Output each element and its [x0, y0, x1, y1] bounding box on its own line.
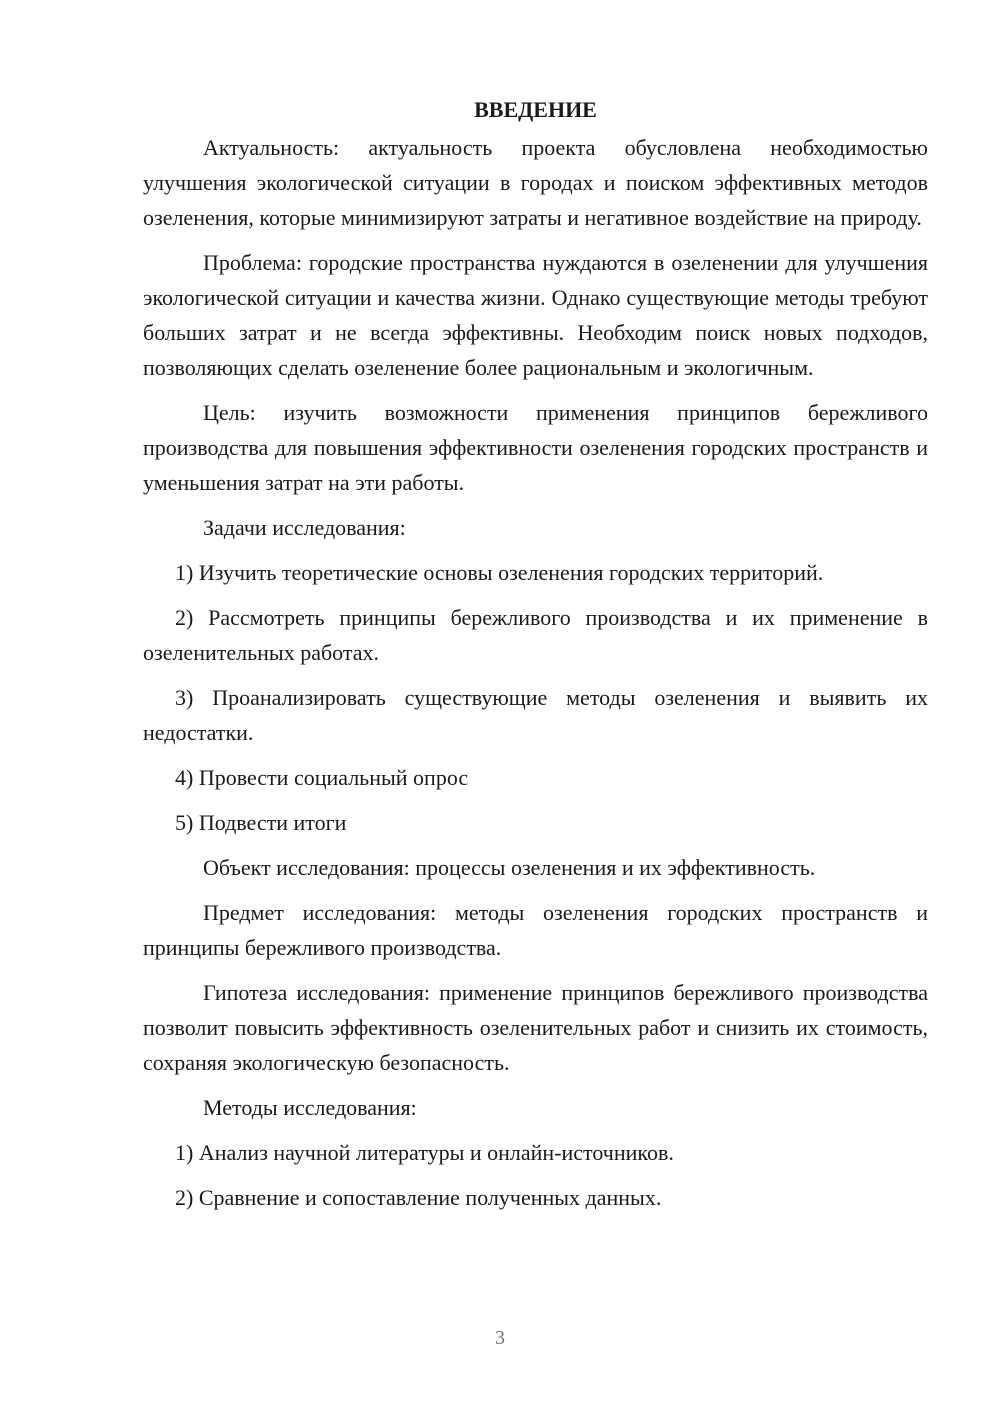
list-item-task-2: 2) Рассмотреть принципы бережливого производства и их применение в озеленительных работах. [143, 605, 928, 665]
document-page [143, 92, 928, 1215]
list-item-task-1: 1) Изучить теоретические основы озеленения городских территорий. [175, 560, 824, 585]
paragraph-subject: Предмет исследования: методы озеленения городских пространств и принципы бережливого производства. [143, 900, 928, 960]
list-item-task-5: 5) Подвести итоги [175, 810, 347, 835]
paragraph-goal: Цель: изучить возможности применения принципов бережливого производства для повышения эффективности озеленения городских пространств и уменьшения затрат на эти работы. [143, 400, 928, 495]
paragraph-methods-heading: Методы исследования: [203, 1095, 417, 1120]
section-title: ВВЕДЕНИЕ [474, 97, 597, 122]
paragraph-problem: Проблема: городские пространства нуждаются в озеленении для улучшения экологической ситуации и качества жизни. Однако существующие методы требуют больших затрат и не всегда эффективны. Необходим поиск новых подходов, позволяющих сделать озеленение более рациональным и экологичным. [143, 250, 928, 380]
list-item-method-2: 2) Сравнение и сопоставление полученных данных. [175, 1185, 662, 1210]
list-item-task-3: 3) Проанализировать существующие методы озеленения и выявить их недостатки. [143, 685, 928, 745]
paragraph-tasks-heading: Задачи исследования: [203, 515, 406, 540]
list-item-task-4: 4) Провести социальный опрос [175, 765, 469, 790]
paragraph-hypothesis: Гипотеза исследования: применение принципов бережливого производства позволит повысить эффективность озеленительных работ и снизить их стоимость, сохраняя экологическую безопасность. [143, 980, 928, 1075]
paragraph-relevance: Актуальность: актуальность проекта обусловлена необходимостью улучшения экологической ситуации в городах и поиском эффективных методов озеленения, которые минимизируют затраты и негативное воздействие на природу. [143, 135, 928, 230]
list-item-method-1: 1) Анализ научной литературы и онлайн-источников. [175, 1140, 674, 1165]
page-number: 3 [495, 1327, 505, 1349]
paragraph-object: Объект исследования: процессы озеленения и их эффективность. [203, 855, 816, 880]
